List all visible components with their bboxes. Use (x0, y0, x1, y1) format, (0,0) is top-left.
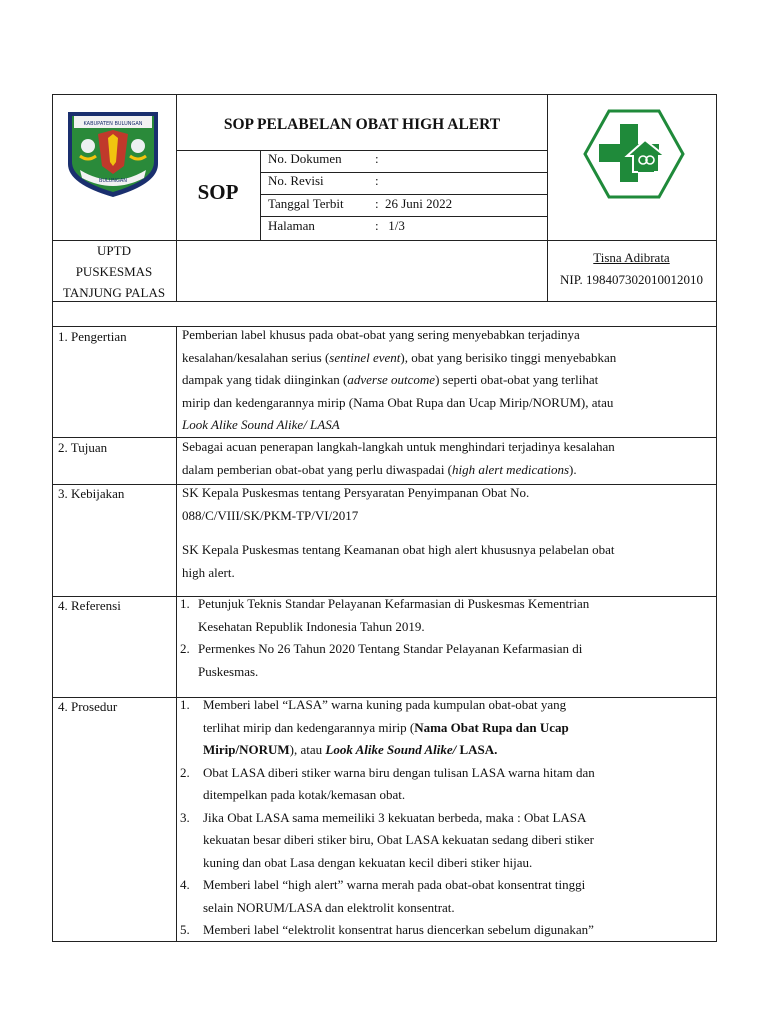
section-body-prosedur (180, 694, 712, 942)
kebijakan-p1-line-2: 088/C/VIII/SK/PKM-TP/VI/2017 (182, 507, 359, 523)
prosedur-item-3-line-3: kuning dan obat Lasa dengan kekuatan kecil diberi stiker hijau. (203, 854, 533, 870)
kebijakan-p1-line-1: SK Kepala Puskesmas tentang Persyaratan Penyimpanan Obat No. (182, 485, 530, 500)
field-sep: : (375, 151, 379, 166)
section-label-referensi: 4. Referensi (58, 598, 121, 613)
org-name (52, 240, 176, 303)
logo-text-bottom: BULUNGAN (98, 178, 128, 184)
prosedur-item-4 (180, 874, 712, 919)
section-label-prosedur: 4. Prosedur (58, 699, 118, 714)
tujuan-line-1: Sebagai acuan penerapan langkah-langkah untuk menghindari terjadinya kesalahan (182, 439, 615, 454)
body-col-sep (176, 326, 177, 941)
paragraph-gap (182, 527, 712, 539)
list-number: 5. (180, 922, 190, 937)
referensi-item-2-line-1: Permenkes No 26 Tahun 2020 Tentang Standar Pelayanan Kefarmasian di (198, 641, 583, 656)
pengertian-line-4: mirip dan kedengarannya mirip (Nama Obat Rupa dan Ucap Mirip/NORUM), atau (182, 394, 614, 410)
org-line-1: UPTD (97, 243, 131, 258)
prosedur-item-1-line-2: terlihat mirip dan kedengarannya mirip (Nama Obat Rupa dan Ucap (203, 719, 569, 735)
list-number: 2. (180, 641, 190, 656)
list-number: 1. (180, 596, 190, 611)
list-number: 2. (180, 764, 190, 780)
list-number: 1. (180, 697, 190, 712)
kebijakan-p2-line-2: high alert. (182, 564, 235, 580)
field-sep: : (375, 173, 379, 188)
pengertian-line-1: Pemberian label khusus pada obat-obat yang sering menyebabkan terjadinya (182, 327, 580, 342)
referensi-item-1-line-1: Petunjuk Teknis Standar Pelayanan Kefarmasian di Puskesmas Kementrian (198, 596, 590, 611)
spacer-right (716, 301, 717, 327)
spacer-left (52, 301, 53, 327)
prosedur-item-2-line-1: Obat LASA diberi stiker warna biru dengan tulisan LASA warna hitam dan (203, 764, 595, 780)
section-body-referensi (180, 593, 712, 683)
section-label-pengertian: 1. Pengertian (58, 329, 127, 344)
field-label-no-dokumen: No. Dokumen (268, 151, 342, 166)
section-body-pengertian (182, 324, 712, 437)
referensi-item-1 (180, 593, 712, 638)
section-label-kebijakan: 3. Kebijakan (58, 486, 125, 501)
prosedur-item-1 (180, 694, 712, 762)
field-label-halaman: Halaman (268, 218, 315, 233)
pengertian-line-3: dampak yang tidak diinginkan (adverse outcome) seperti obat-obat yang terlihat (182, 372, 599, 387)
signer-nip: NIP. 198407302010012010 (559, 272, 703, 287)
list-number: 4. (180, 877, 190, 892)
prosedur-item-4-line-2: selain NORUM/LASA dan elektrolit konsentrat. (203, 899, 455, 915)
puskesmas-cross-icon (583, 108, 685, 200)
org-line-3: TANJUNG PALAS (62, 285, 166, 300)
title-bottom-line (176, 150, 548, 151)
prosedur-item-1-line-3: Mirip/NORUM), atau Look Alike Sound Alike/ LASA. (203, 742, 498, 757)
pengertian-line-5: Look Alike Sound Alike/ LASA (182, 417, 340, 432)
section-label-tujuan: 2. Tujuan (58, 440, 108, 455)
field-sep: : (375, 218, 379, 233)
document-title: SOP PELABELAN OBAT HIGH ALERT (223, 116, 501, 133)
puskesmas-logo (583, 108, 685, 200)
prosedur-item-2-line-2: ditempelkan pada kotak/kemasan obat. (203, 787, 406, 802)
field-value-tanggal-terbit: 26 Juni 2022 (385, 196, 453, 211)
referensi-item-2 (180, 638, 712, 683)
org-line-2: PUSKESMAS (75, 264, 153, 279)
prosedur-item-5 (180, 919, 712, 942)
top-border (52, 94, 717, 95)
field-value-halaman: 1/3 (385, 218, 405, 233)
section-body-kebijakan (182, 482, 712, 584)
kebijakan-p2-line-1: SK Kepala Puskesmas tentang Keamanan obat high alert khususnya pelabelan obat (182, 542, 615, 557)
prosedur-item-2 (180, 762, 712, 807)
list-number: 3. (180, 809, 190, 825)
referensi-item-1-line-2: Kesehatan Republik Indonesia Tahun 2019. (198, 618, 425, 634)
prosedur-item-4-line-1: Memberi label “high alert” warna merah pada obat-obat konsentrat tinggi (203, 877, 586, 892)
sop-label: SOP (197, 180, 239, 204)
field-sep: : (375, 196, 379, 211)
field-label-tanggal-terbit: Tanggal Terbit (268, 196, 344, 211)
bulungan-logo (64, 104, 162, 200)
field-line-3 (260, 216, 548, 217)
signer-name: Tisna Adibrata (593, 250, 670, 265)
prosedur-item-3-line-1: Jika Obat LASA sama memeiliki 3 kekuatan berbeda, maka : Obat LASA (203, 809, 587, 825)
body-left-border (52, 326, 53, 941)
prosedur-item-3 (180, 807, 712, 875)
referensi-item-2-line-2: Puskesmas. (198, 663, 259, 679)
prosedur-item-3-line-2: kekuatan besar diberi stiker biru, Obat LASA kekuatan sedang diberi stiker (203, 832, 594, 847)
body-right-border (716, 326, 717, 941)
right-border-header (716, 94, 717, 302)
tujuan-line-2: dalam pemberian obat-obat yang perlu diwaspadai (high alert medications). (182, 461, 577, 477)
field-label-no-revisi: No. Revisi (268, 173, 324, 188)
bulungan-emblem-icon (64, 104, 162, 200)
field-line-2 (260, 194, 548, 195)
col-sep-2 (260, 150, 261, 240)
section-body-tujuan (182, 436, 712, 481)
prosedur-item-5-line-1: Memberi label “elektrolit konsentrat harus diencerkan sebelum digunakan” (203, 922, 594, 937)
prosedur-item-1-line-1: Memberi label “LASA” warna kuning pada kumpulan obat-obat yang (203, 697, 567, 712)
pengertian-line-2: kesalahan/kesalahan serius (sentinel event), obat yang berisiko tinggi menyebabkan (182, 349, 617, 365)
logo-text-top: KABUPATEN BULUNGAN (83, 121, 143, 127)
